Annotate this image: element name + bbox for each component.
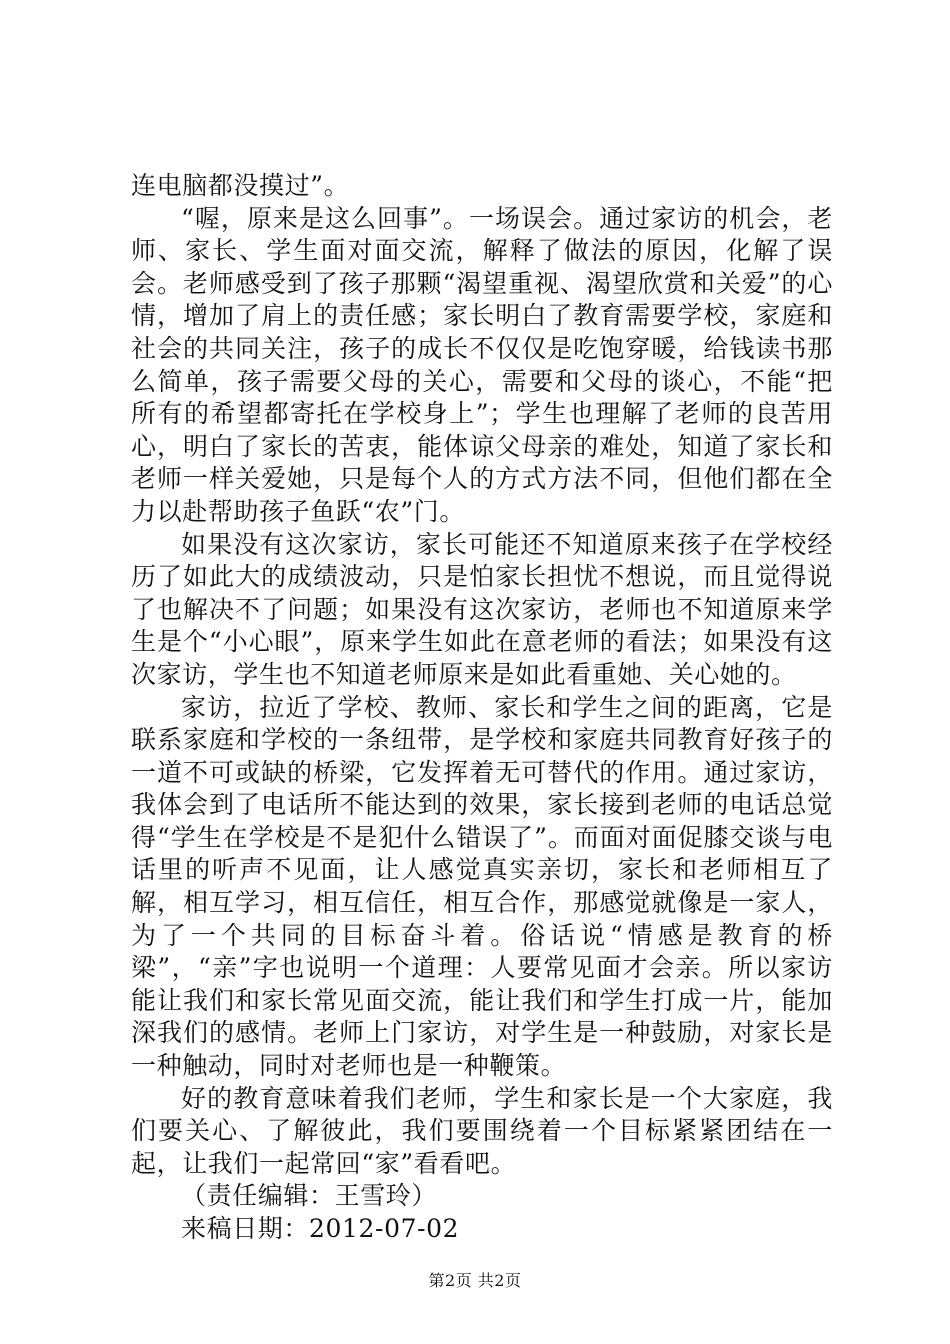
date-line: 来稿日期：2012-07-02: [181, 1214, 460, 1243]
paragraph-conclusion: 好的教育意味着我们老师，学生和家长是一个大家庭，我们要关心、了解彼此，我们要围绕着一个目标紧紧团结在一起，让我们一起常回“家”看看吧。: [131, 1083, 833, 1178]
article-body: [131, 170, 833, 1246]
paragraph-continuation: 连电脑都没摸过”。: [131, 171, 350, 200]
paragraph-misunderstanding: “喔，原来是这么回事”。一场误会。通过家访的机会，老师、家长、学生面对面交流，解释了做法的原因，化解了误会。老师感受到了孩子那颗“渴望重视、渴望欣赏和关爱”的心情，增加了肩上的责任感；家长明白了教育需要学校，家庭和社会的共同关注，孩子的成长不仅仅是吃饱穿暖，给钱读书那么简单，孩子需要父母的关心，需要和父母的谈心，不能“把所有的希望都寄托在学校身上”；学生也理解了老师的良苦用心，明白了家长的苦衷，能体谅父母亲的难处，知道了家长和老师一样关爱她，只是每个人的方式方法不同，但他们都在全力以赴帮助孩子鱼跃“农”门。: [131, 203, 833, 526]
paragraph-if-no-visit: 如果没有这次家访，家长可能还不知道原来孩子在学校经历了如此大的成绩波动，只是怕家长担忧不想说，而且觉得说了也解决不了问题；如果没有这次家访，老师也不知道原来学生是个“小心眼”，原来学生如此在意老师的看法；如果没有这次家访，学生也不知道老师原来是如此看重她、关心她的。: [131, 529, 833, 689]
paragraph-home-visit-bridge: 家访，拉近了学校、教师、家长和学生之间的距离，它是联系家庭和学校的一条纽带，是学校和家庭共同教育好孩子的一道不可或缺的桥梁，它发挥着无可替代的作用。通过家访，我体会到了电话所不能达到的效果，家长接到老师的电话总觉得“学生在学校是不是犯什么错误了”。而面对面促膝交谈与电话里的听声不见面，让人感觉真实亲切，家长和老师相互了解，相互学习，相互信任，相互合作，那感觉就像是一家人，为了一个共同的目标奋斗着。俗话说“情感是教育的桥梁”，“亲”字也说明一个道理：人要常见面才会亲。所以家访能让我们和家长常见面交流，能让我们和学生打成一片，能加深我们的感情。老师上门家访，对学生是一种鼓励，对家长是一种触动，同时对老师也是一种鞭策。: [131, 692, 833, 1081]
page-number-footer: 第2页 共2页: [428, 1271, 522, 1290]
editor-line: （责任编辑：王雪玲）: [181, 1181, 438, 1211]
